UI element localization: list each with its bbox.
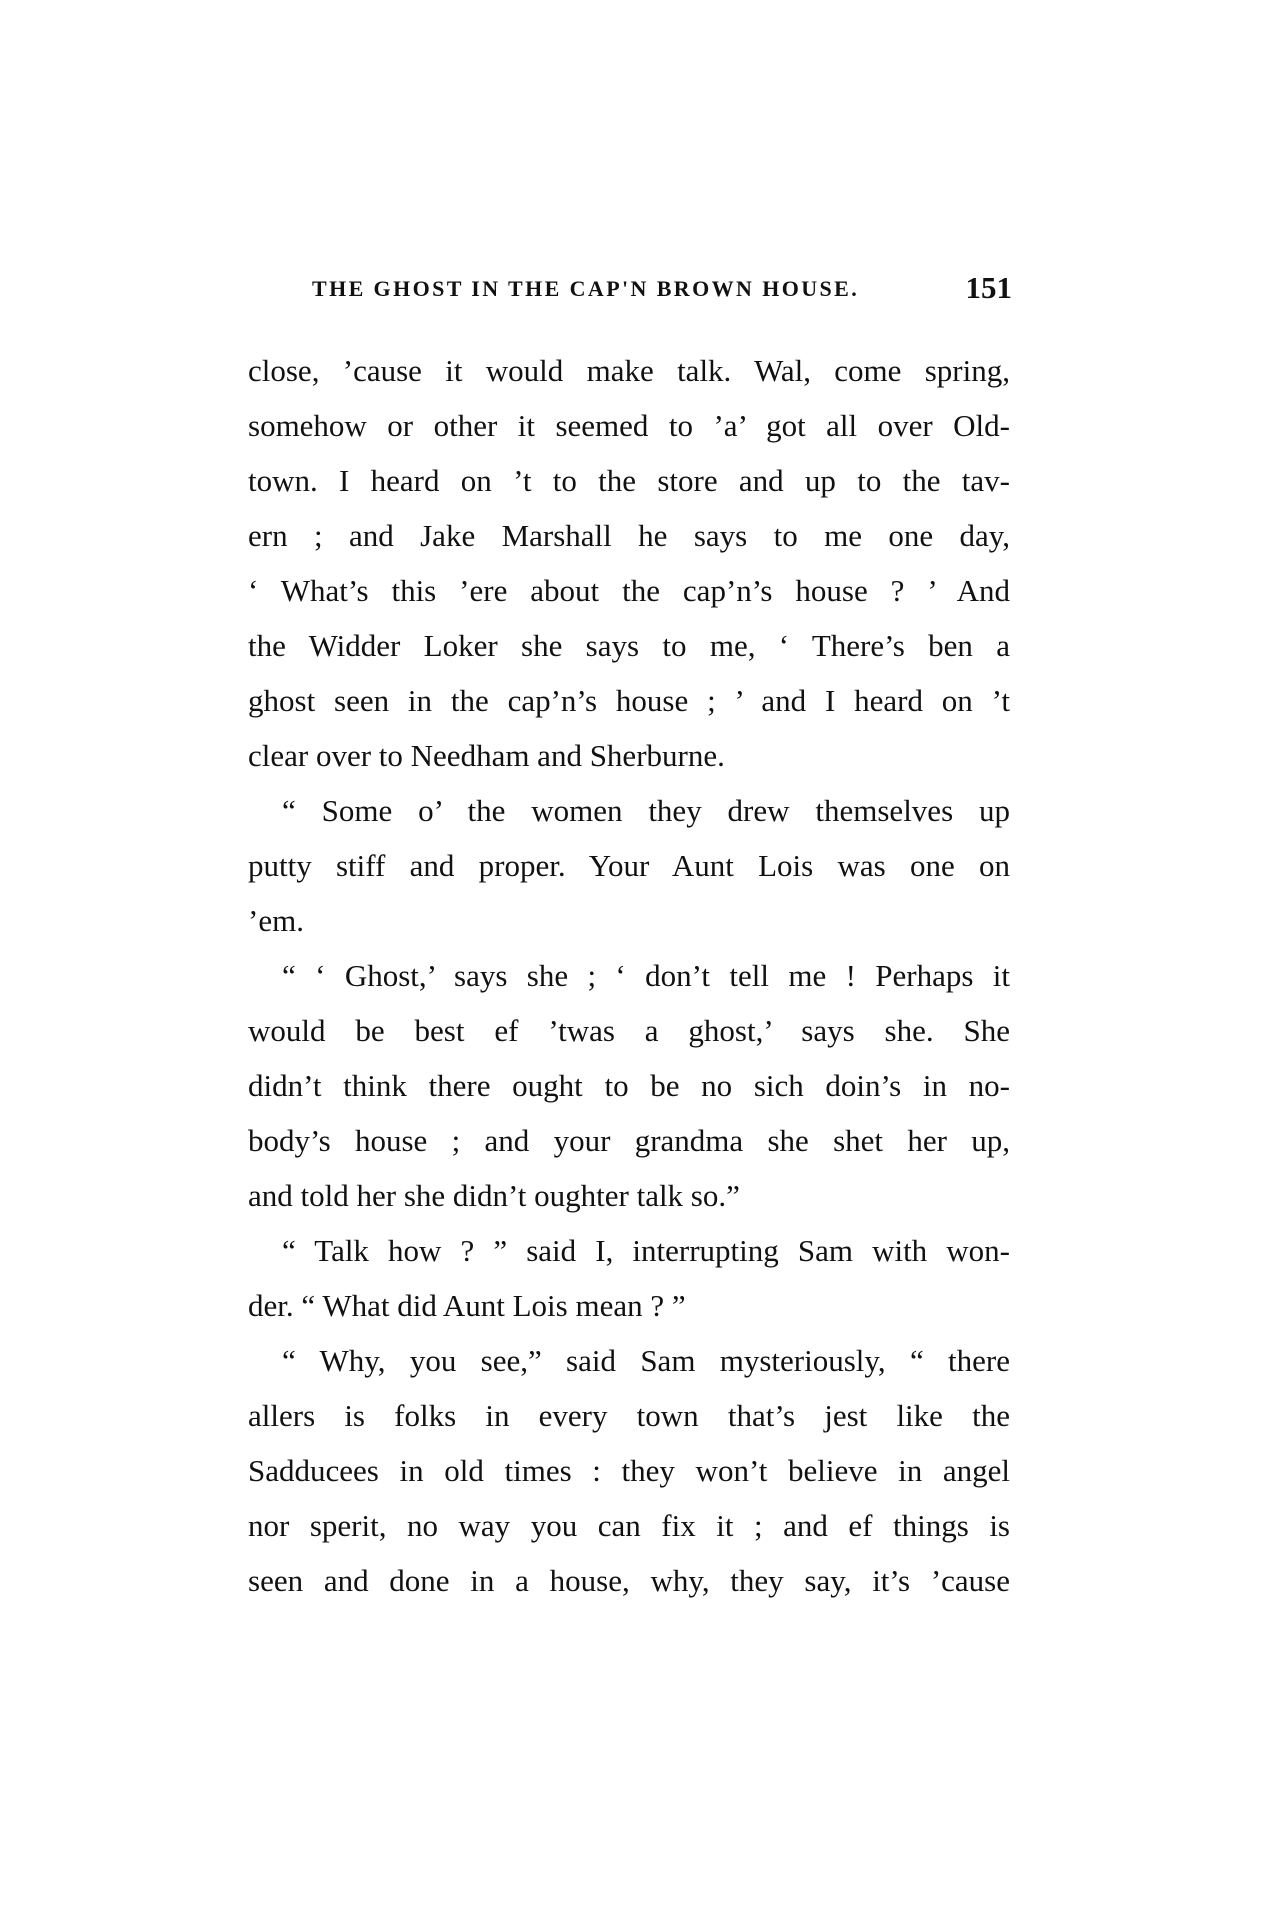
text-line: nor sperit, no way you can fix it ; and ef things is [248,1508,1010,1543]
running-head [312,270,1012,316]
text-line: Sadducees in old times : they won’t believe in angel [248,1453,1010,1488]
text-line: “ ‘ Ghost,’ says she ; ‘ don’t tell me ! Perhaps it [282,958,1010,993]
text-line: somehow or other it seemed to ’a’ got all over Old- [248,408,1010,443]
text-line: ghost seen in the cap’n’s house ; ’ and I heard on ’t [248,683,1010,718]
text-line: der. “ What did Aunt Lois mean ? ” [248,1288,686,1323]
running-title: THE GHOST IN THE CAP'N BROWN HOUSE. [312,276,860,301]
text-line: “ Why, you see,” said Sam mysteriously, “ there [282,1343,1010,1378]
text-line: would be best ef ’twas a ghost,’ says she. She [248,1013,1010,1048]
text-line: the Widder Loker she says to me, ‘ There’s ben a [248,628,1010,663]
text-line: town. I heard on ’t to the store and up to the tav- [248,463,1010,498]
text-line: close, ’cause it would make talk. Wal, come spring, [248,353,1010,388]
text-line: seen and done in a house, why, they say, it’s ’cause [248,1563,1010,1598]
text-line: “ Some o’ the women they drew themselves up [282,793,1010,828]
text-line: and told her she didn’t oughter talk so.” [248,1178,740,1213]
page-number: 151 [965,270,1012,305]
text-line: ern ; and Jake Marshall he says to me one day, [248,518,1010,553]
text-line: body’s house ; and your grandma she shet her up, [248,1123,1010,1158]
body-text [248,343,1010,1608]
text-line: allers is folks in every town that’s jest like the [248,1398,1010,1433]
text-line: didn’t think there ought to be no sich doin’s in no- [248,1068,1010,1103]
text-line: putty stiff and proper. Your Aunt Lois was one on [248,848,1010,883]
text-line: clear over to Needham and Sherburne. [248,738,725,773]
text-line: ‘ What’s this ’ere about the cap’n’s house ? ’ And [248,573,1010,608]
text-line: ’em. [248,903,304,938]
text-line: “ Talk how ? ” said I, interrupting Sam with won- [282,1233,1010,1268]
